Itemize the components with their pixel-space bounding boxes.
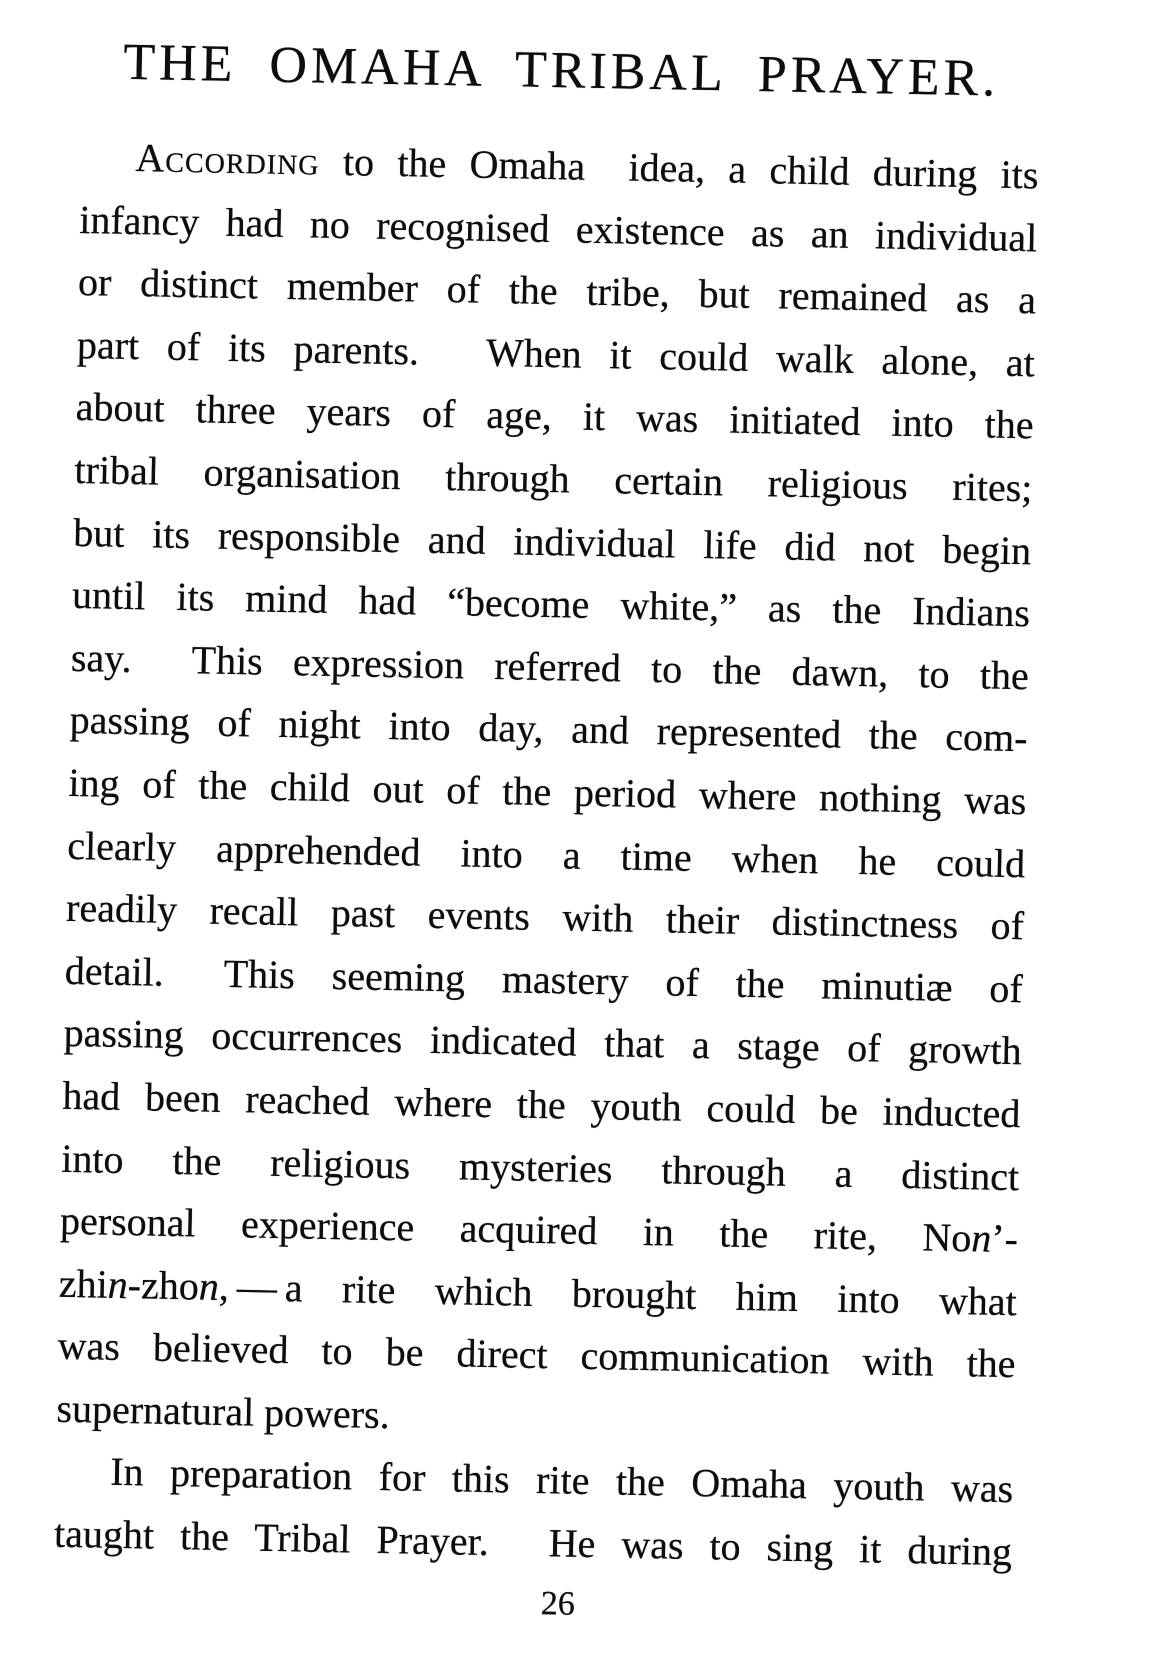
text-line: detail. This seeming mastery of the minutiæ of xyxy=(64,947,1024,1011)
text-line: but its responsible and individual life did not begin xyxy=(72,509,1032,573)
text-line: clearly apprehended into a time when he could xyxy=(66,822,1026,886)
text-line: infancy had no recognised existence as an individual xyxy=(78,196,1038,260)
text-line: or distinct member of the tribe, but remained as a xyxy=(77,259,1037,323)
plain-text: zhi xyxy=(58,1260,109,1307)
plain-text: , — a rite which brought him into what xyxy=(218,1263,1018,1324)
text-line: ing of the child out of the period where nothing was xyxy=(68,759,1027,824)
text-line: readily recall past events with their distinctness of xyxy=(65,884,1025,949)
text-line: was believed to be direct communication with the xyxy=(57,1323,1016,1387)
plain-text: -zho xyxy=(127,1261,200,1309)
text-line: say. This expression referred to the dawn, to the xyxy=(70,634,1030,699)
italic-text: n xyxy=(198,1263,220,1309)
page-content xyxy=(53,30,1041,1632)
smallcaps-word: According xyxy=(135,135,321,184)
text-line: tribal organisation through certain religious rites; xyxy=(74,446,1033,511)
text-line: part of its parents. When it could walk alone, at xyxy=(76,321,1036,386)
text-line: passing occurrences indicated that a stage of growth xyxy=(63,1010,1023,1074)
text-line: In preparation for this rite the Omaha youth was xyxy=(109,1449,1014,1512)
text-line: into the religious mysteries through a distinct xyxy=(60,1135,1020,1199)
text-line: passing of night into day, and represented the com- xyxy=(69,697,1029,761)
italic-text: n xyxy=(107,1261,129,1307)
body-text xyxy=(54,126,1039,1584)
plain-text: ’- xyxy=(990,1215,1019,1262)
text-line: about three years of age, it was initiated into the xyxy=(75,384,1035,448)
page-number: 26 xyxy=(540,1584,576,1623)
text-line: until its mind had “become white,” as the Indians xyxy=(71,572,1031,636)
text-line: had been reached where the youth could be inducted xyxy=(62,1072,1021,1137)
text-line: taught the Tribal Prayer. He was to sing it during xyxy=(53,1510,1013,1575)
text-line: According to the Omaha idea, a child during its xyxy=(135,135,1039,198)
page-title: THE OMAHA TRIBAL PRAYER. xyxy=(122,33,1000,108)
plain-text: personal experience acquired in the rite, No xyxy=(59,1197,972,1261)
text-line: supernatural powers. xyxy=(56,1385,391,1438)
italic-text: n xyxy=(970,1215,992,1261)
